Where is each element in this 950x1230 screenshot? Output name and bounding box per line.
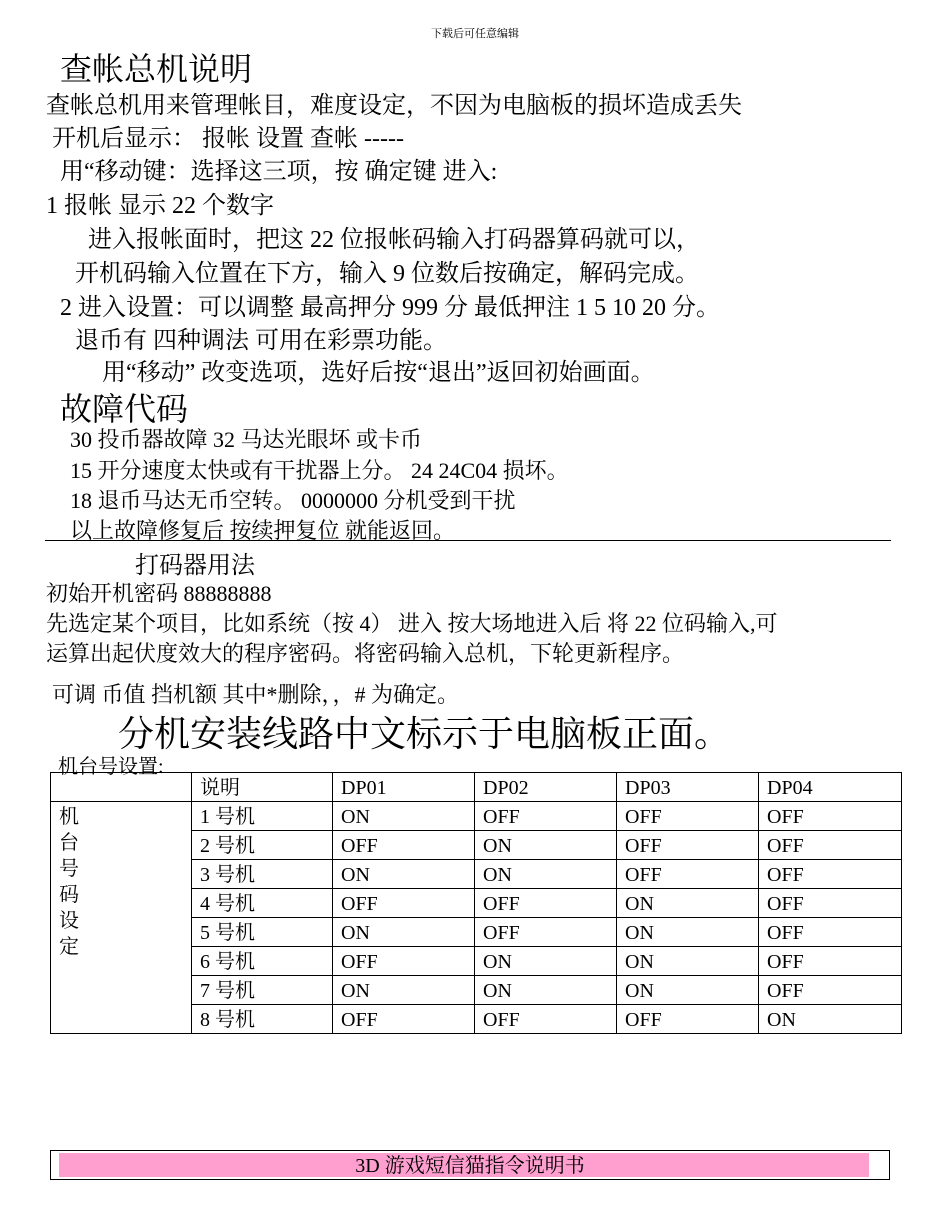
table-cell: ON (333, 802, 475, 831)
table-header-cell: 说明 (192, 773, 333, 802)
section-divider (45, 540, 891, 541)
table-cell: ON (333, 976, 475, 1005)
table-cell: ON (617, 976, 759, 1005)
table-cell: 2 号机 (192, 831, 333, 860)
fault-line3: 18 退币马达无币空转。 0000000 分机受到干扰 (70, 488, 516, 513)
row-group-label-char: 设 (59, 910, 79, 932)
footer-title: 3D 游戏短信猫指令说明书 (355, 1155, 585, 1177)
coder-password: 初始开机密码 88888888 (46, 581, 272, 606)
wiring-note: 分机安装线路中文标示于电脑板正面。 (118, 714, 731, 755)
table-row (51, 802, 902, 831)
table-header-cell: DP02 (475, 773, 617, 802)
table-cell: OFF (759, 947, 902, 976)
header-note: 下载后可任意编辑 (431, 28, 519, 40)
table-cell: OFF (475, 889, 617, 918)
usage-text: 用“移动键：选择这三项，按 确定键 进入: (60, 159, 498, 185)
table-cell: ON (617, 947, 759, 976)
table-cell: OFF (759, 860, 902, 889)
fault-line1: 30 投币器故障 32 马达光眼坏 或卡币 (70, 427, 423, 452)
table-cell: ON (617, 889, 759, 918)
fault-line4: 以上故障修复后 按续押复位 就能返回。 (70, 518, 456, 543)
table-cell: 8 号机 (192, 1005, 333, 1034)
table-header-row (51, 773, 902, 802)
table-cell: ON (475, 831, 617, 860)
table-header-cell: DP01 (333, 773, 475, 802)
row-group-label-char: 台 (59, 832, 79, 854)
row-group-label-char: 机 (59, 806, 79, 828)
table-cell: OFF (759, 918, 902, 947)
fault-line2: 15 开分速度太快或有干扰器上分。 24 24C04 损坏。 (70, 458, 569, 483)
table-cell: OFF (759, 802, 902, 831)
table-cell: ON (759, 1005, 902, 1034)
table-cell: OFF (475, 1005, 617, 1034)
item2-line1: 2 进入设置：可以调整 最高押分 999 分 最低押注 1 5 10 20 分。 (60, 295, 720, 321)
table-cell: ON (333, 860, 475, 889)
fault-title: 故障代码 (60, 391, 189, 427)
item1-line1: 进入报帐面时，把这 22 位报帐码输入打码器算码就可以， (88, 227, 700, 253)
table-cell: ON (475, 947, 617, 976)
intro-text: 查帐总机用来管理帐目，难度设定，不因为电脑板的损坏造成丢失 (46, 93, 742, 119)
table-cell: OFF (759, 831, 902, 860)
table-cell: 3 号机 (192, 860, 333, 889)
table-header-cell: DP04 (759, 773, 902, 802)
coder-title: 打码器用法 (135, 553, 255, 579)
table-cell: OFF (759, 976, 902, 1005)
page-title: 查帐总机说明 (60, 51, 253, 87)
table-cell: OFF (475, 802, 617, 831)
table-cell: 1 号机 (192, 802, 333, 831)
footer-box (50, 1150, 890, 1180)
table-cell: OFF (333, 947, 475, 976)
table-cell: 4 号机 (192, 889, 333, 918)
coder-line1: 先选定某个项目，比如系统（按 4） 进入 按大场地进入后 将 22 位码输入,可 (46, 611, 778, 636)
table-header-cell: DP03 (617, 773, 759, 802)
boot-display-text: 开机后显示： 报帐 设置 查帐 ----- (52, 126, 404, 152)
row-group-label (51, 802, 192, 1034)
dip-switch-table (50, 772, 902, 1034)
table-cell: OFF (333, 831, 475, 860)
table-cell: OFF (617, 802, 759, 831)
table-cell: ON (475, 976, 617, 1005)
table-cell: OFF (333, 1005, 475, 1034)
table-cell: OFF (759, 889, 902, 918)
table-cell: OFF (617, 831, 759, 860)
row-group-label-char: 号 (59, 858, 79, 880)
row-group-label-char: 码 (59, 884, 79, 906)
table-cell: ON (617, 918, 759, 947)
table-cell: OFF (333, 889, 475, 918)
item1-title: 1 报帐 显示 22 个数字 (46, 193, 274, 219)
table-cell: 6 号机 (192, 947, 333, 976)
item1-line2: 开机码输入位置在下方，输入 9 位数后按确定，解码完成。 (75, 261, 699, 287)
coder-line2: 运算出起伏度效大的程序密码。将密码输入总机，下轮更新程序。 (46, 641, 685, 666)
row-group-label-char: 定 (59, 936, 79, 958)
adjust-line: 可调 币值 挡机额 其中*删除，，# 为确定。 (52, 682, 460, 707)
table-corner-cell (51, 773, 192, 802)
table-cell: 7 号机 (192, 976, 333, 1005)
table-cell: ON (333, 918, 475, 947)
machine-id-label: 机台号设置: (58, 756, 164, 778)
table-cell: OFF (617, 860, 759, 889)
table-cell: 5 号机 (192, 918, 333, 947)
table-cell: OFF (475, 918, 617, 947)
table-cell: OFF (617, 1005, 759, 1034)
item2-line2: 退币有 四种调法 可用在彩票功能。 (75, 328, 447, 354)
table-cell: ON (475, 860, 617, 889)
item2-line3: 用“移动” 改变选项，选好后按“退出”返回初始画面。 (102, 360, 655, 386)
